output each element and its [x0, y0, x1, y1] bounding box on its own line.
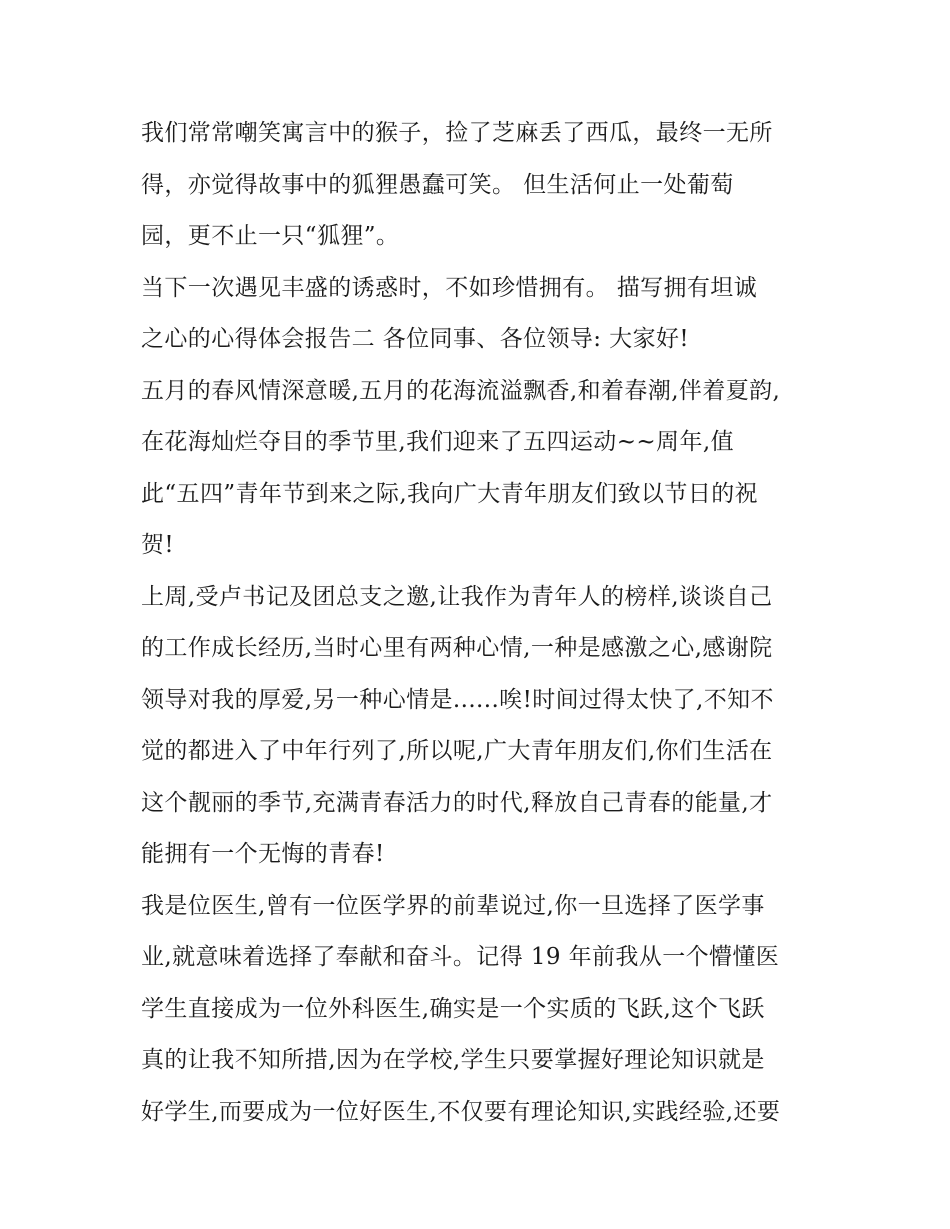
text-line: 之心的心得体会报告二 各位同事、各位领导: 大家好! [141, 326, 690, 352]
text-line: 我是位医生,曾有一位医学界的前辈说过,你一旦选择了医学事 [141, 892, 765, 919]
text-line: 的工作成长经历,当时心里有两种心情,一种是感激之心,感谢院 [141, 635, 773, 661]
text-line: 好学生,而要成为一位好医生,不仅要有理论知识,实践经验,还要 [141, 1098, 781, 1125]
text-line: 上周,受卢书记及团总支之邀,让我作为青年人的榜样,谈谈自己 [141, 583, 773, 610]
text-line: 当下一次遇见丰盛的诱惑时，不如珍惜拥有。 描写拥有坦诚 [141, 274, 758, 301]
body-text [141, 108, 821, 1138]
text-line: 在花海灿烂夺目的季节里,我们迎来了五四运动~~周年,值 [141, 429, 734, 455]
text-line: 园，更不止一只“狐狸”。 [141, 223, 400, 249]
text-line: 业,就意味着选择了奉献和奋斗。记得 19 年前我从一个懵懂医 [141, 944, 780, 970]
text-line: 这个靓丽的季节,充满青春活力的时代,释放自己青春的能量,才 [141, 789, 773, 816]
text-line: 贺! [141, 532, 175, 558]
text-line: 真的让我不知所措,因为在学校,学生只要掌握好理论知识就是 [141, 1047, 765, 1073]
text-line: 得，亦觉得故事中的狐狸愚蠢可笑。 但生活何止一处葡萄 [141, 171, 734, 198]
text-line: 能拥有一个无悔的青春! [141, 841, 385, 867]
text-line: 此“五四”青年节到来之际,我向广大青年朋友们致以节日的祝 [141, 480, 759, 507]
text-line: 五月的春风情深意暖,五月的花海流溢飘香,和着春潮,伴着夏韵, [141, 377, 781, 404]
text-line: 我们常常嘲笑寓言中的猴子，捡了芝麻丢了西瓜，最终一无所 [141, 120, 773, 146]
text-line: 觉的都进入了中年行列了,所以呢,广大青年朋友们,你们生活在 [141, 738, 773, 764]
text-line: 领导对我的厚爱,另一种心情是......唉!时间过得太快了,不知不 [141, 686, 774, 713]
text-line: 学生直接成为一位外科医生,确实是一个实质的飞跃,这个飞跃 [141, 995, 765, 1022]
